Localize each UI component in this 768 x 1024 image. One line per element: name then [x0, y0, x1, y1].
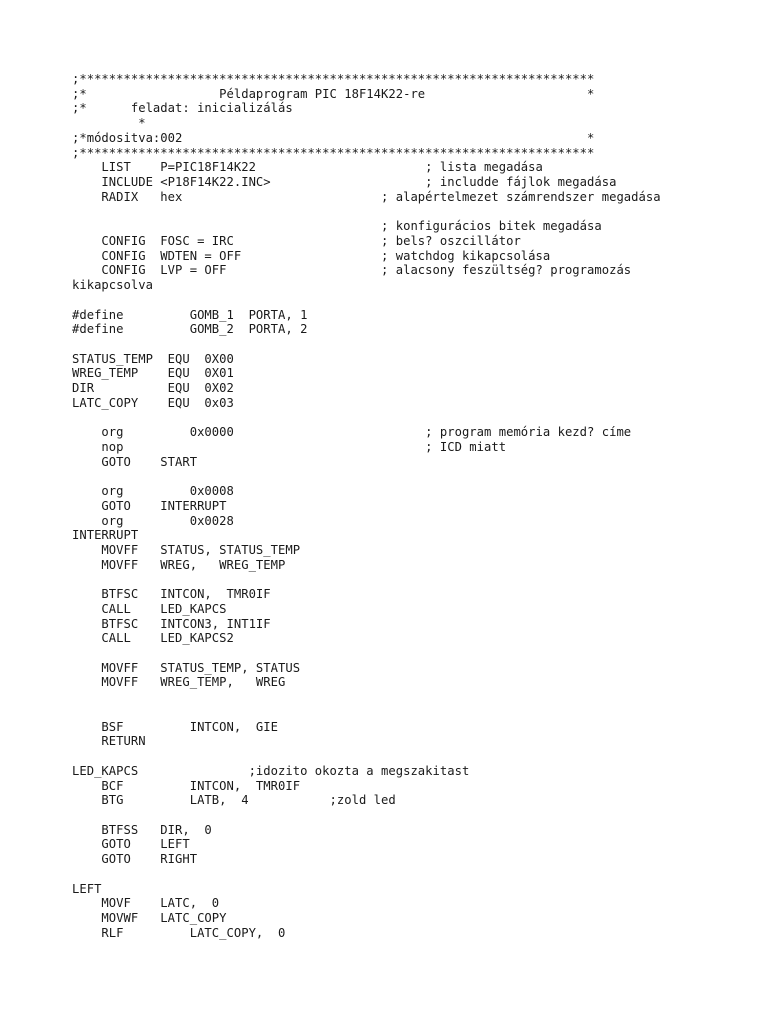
code-line: org 0x0028 — [72, 513, 234, 528]
code-line — [72, 749, 732, 764]
code-line: MOVFF STATUS_TEMP, STATUS — [72, 660, 301, 675]
code-line — [72, 572, 732, 587]
code-line: ;*módositva:002 * — [72, 130, 595, 145]
code-line: ;* Példaprogram PIC 18F14K22-re * — [72, 86, 595, 101]
code-line: #define GOMB_2 PORTA, 2 — [72, 322, 308, 337]
code-line — [72, 808, 732, 823]
code-line: RLF LATC_COPY, 0 — [72, 925, 286, 940]
code-line: GOTO RIGHT — [72, 852, 198, 867]
code-line — [72, 867, 732, 882]
code-line: ;********************************************************************** — [72, 145, 595, 160]
code-line — [72, 690, 732, 705]
code-line: MOVFF WREG, WREG_TEMP — [72, 557, 286, 572]
code-line: CONFIG FOSC = IRC ; bels? oszcillátor — [72, 233, 521, 248]
code-line: LEFT — [72, 881, 102, 896]
code-line: LED_KAPCS ;idozito okozta a megszakitast — [72, 763, 470, 778]
code-line: org 0x0008 — [72, 484, 234, 499]
code-line — [72, 705, 732, 720]
code-line — [72, 411, 732, 426]
code-line: GOTO LEFT — [72, 837, 190, 852]
code-line: BTG LATB, 4 ;zold led — [72, 793, 396, 808]
code-line: INTERRUPT — [72, 528, 139, 543]
code-line: GOTO START — [72, 454, 198, 469]
code-line: WREG_TEMP EQU 0X01 — [72, 366, 234, 381]
code-line: RETURN — [72, 734, 146, 749]
code-line: LATC_COPY EQU 0x03 — [72, 395, 234, 410]
code-line: CALL LED_KAPCS — [72, 601, 227, 616]
code-line: STATUS_TEMP EQU 0X00 — [72, 351, 234, 366]
code-line: CALL LED_KAPCS2 — [72, 631, 234, 646]
code-line: INCLUDE <P18F14K22.INC> ; includde fájlok megadása — [72, 175, 617, 190]
code-line: BSF INTCON, GIE — [72, 719, 279, 734]
code-line: DIR EQU 0X02 — [72, 381, 234, 396]
code-line: BTFSS DIR, 0 — [72, 822, 212, 837]
code-listing — [72, 72, 732, 940]
code-line — [72, 204, 732, 219]
code-line: CONFIG WDTEN = OFF ; watchdog kikapcsolása — [72, 248, 551, 263]
code-line — [72, 646, 732, 661]
code-line: org 0x0000 ; program memória kezd? címe — [72, 425, 632, 440]
code-line: kikapcsolva — [72, 278, 153, 293]
code-line — [72, 337, 732, 352]
code-line: MOVWF LATC_COPY — [72, 910, 227, 925]
code-line: MOVFF STATUS, STATUS_TEMP — [72, 543, 301, 557]
code-line: #define GOMB_1 PORTA, 1 — [72, 307, 308, 322]
code-line: CONFIG LVP = OFF ; alacsony feszültség? programozás — [72, 263, 632, 278]
code-line: LIST P=PIC18F14K22 ; lista megadása — [72, 160, 543, 175]
code-line: BCF INTCON, TMR0IF — [72, 778, 301, 793]
code-line: * — [72, 116, 146, 131]
code-line: MOVF LATC, 0 — [72, 896, 220, 911]
code-line — [72, 469, 732, 484]
code-line: BTFSC INTCON, TMR0IF — [72, 587, 271, 602]
code-line: RADIX hex ; alapértelmezet számrendszer megadása — [72, 189, 661, 204]
code-line: MOVFF WREG_TEMP, WREG — [72, 675, 286, 690]
code-line: BTFSC INTCON3, INT1IF — [72, 616, 271, 631]
code-line: ; konfigurácios bitek megadása — [72, 219, 602, 234]
code-line — [72, 293, 732, 308]
code-line: ;********************************************************************** — [72, 72, 595, 86]
code-line: nop ; ICD miatt — [72, 439, 507, 454]
code-line: GOTO INTERRUPT — [72, 498, 227, 513]
code-line: ;* feladat: inicializálás — [72, 101, 293, 116]
